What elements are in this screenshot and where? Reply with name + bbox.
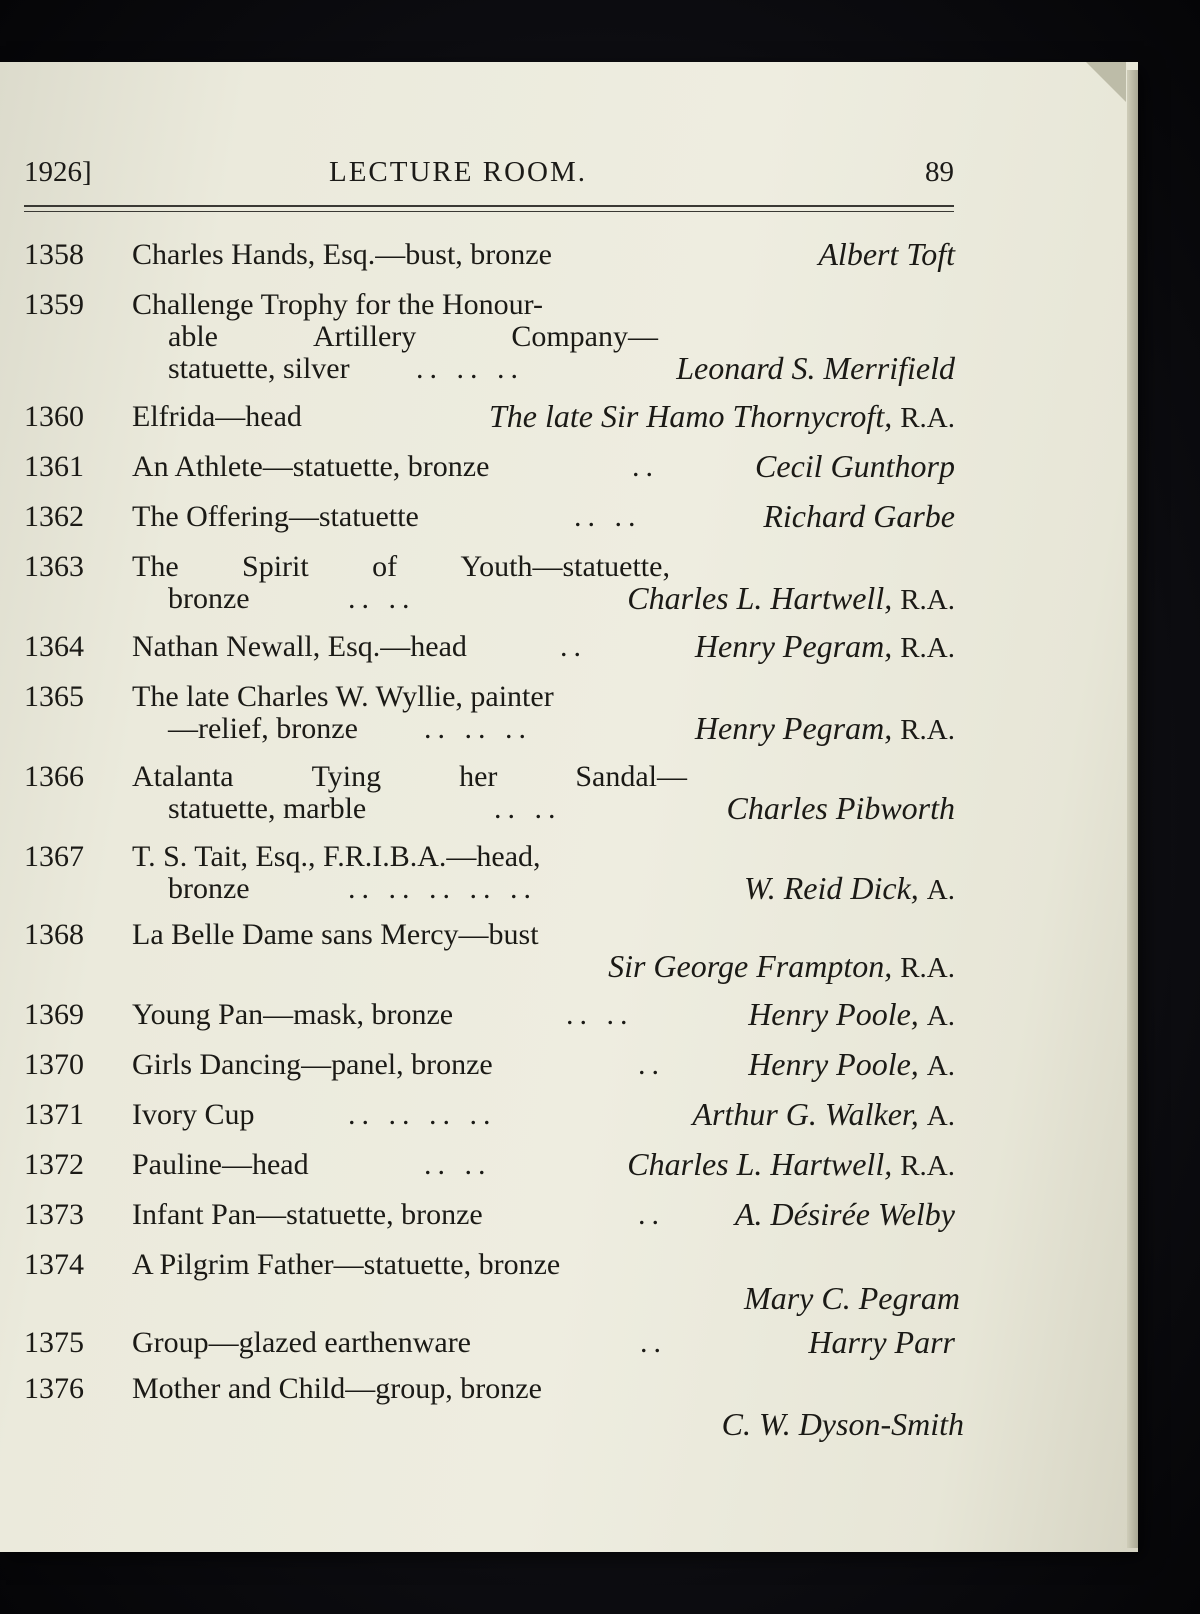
leader-dots: .. — [640, 1326, 667, 1359]
entry-number: 1365 — [24, 680, 84, 713]
entry-artist: Henry Poole, A. — [748, 1046, 955, 1082]
entry-number: 1369 — [24, 998, 84, 1031]
entry-number: 1368 — [24, 918, 84, 951]
entry-number: 1376 — [24, 1372, 84, 1405]
word: of — [372, 550, 398, 583]
entry-description: Elfrida—head — [132, 400, 302, 433]
leader-dots: .. .. .. — [424, 712, 532, 745]
entry-number: 1371 — [24, 1098, 84, 1131]
leader-dots: .. — [638, 1048, 665, 1081]
header-rule — [24, 205, 954, 207]
entry-description: T. S. Tait, Esq., F.R.I.B.A.—head, — [132, 840, 541, 873]
entry-number: 1360 — [24, 400, 84, 433]
entry-description: An Athlete—statuette, bronze — [132, 450, 490, 483]
word: Artillery — [312, 320, 417, 353]
entry-artist: Charles L. Hartwell, R.A. — [627, 1146, 955, 1182]
entry-number: 1363 — [24, 550, 84, 583]
entry-description: Pauline—head — [132, 1148, 309, 1181]
header-rule-thin — [24, 211, 954, 212]
entry-description: Challenge Trophy for the Honour- — [132, 288, 544, 321]
entry-description: Group—glazed earthenware — [132, 1326, 471, 1359]
page-corner-fold — [1086, 62, 1126, 102]
entry-description: bronze — [168, 582, 250, 615]
entry-artist: Henry Pegram, R.A. — [694, 710, 955, 746]
word: Tying — [311, 760, 382, 793]
entry-number: 1359 — [24, 288, 84, 321]
entry-description: statuette, silver — [168, 352, 350, 385]
entry-artist: Cecil Gunthorp — [755, 448, 955, 484]
entry-description: Charles Hands, Esq.—bust, bronze — [132, 238, 552, 271]
leader-dots: .. .. .. .. .. — [348, 872, 537, 905]
entry-artist: Richard Garbe — [763, 498, 955, 534]
word: her — [459, 760, 498, 793]
leader-dots: .. .. — [574, 500, 642, 533]
entry-artist: Henry Pegram, R.A. — [694, 628, 955, 664]
leader-dots: .. .. — [566, 998, 634, 1031]
entry-number: 1362 — [24, 500, 84, 533]
entry-description: Mother and Child—group, bronze — [132, 1372, 542, 1405]
running-head-year: 1926] — [24, 156, 92, 188]
entry-description: Ivory Cup — [132, 1098, 255, 1131]
page-number: 89 — [925, 156, 954, 188]
entry-number: 1358 — [24, 238, 84, 271]
entry-number: 1375 — [24, 1326, 84, 1359]
running-head — [24, 156, 954, 192]
entry-artist: Harry Parr — [808, 1324, 955, 1360]
entry-number: 1374 — [24, 1248, 84, 1281]
entry-description: The Offering—statuette — [132, 500, 419, 533]
entry-artist: C. W. Dyson-Smith — [721, 1406, 964, 1442]
entry-description: Young Pan—mask, bronze — [132, 998, 454, 1031]
leader-dots: .. .. — [348, 582, 416, 615]
entry-number: 1370 — [24, 1048, 84, 1081]
leader-dots: .. .. — [424, 1148, 492, 1181]
entry-description-justified — [132, 550, 670, 584]
word: Atalanta — [132, 760, 234, 793]
entry-description: Nathan Newall, Esq.—head — [132, 630, 467, 663]
entry-number: 1361 — [24, 450, 84, 483]
entry-number: 1364 — [24, 630, 84, 663]
word: Youth—statuette, — [460, 550, 670, 583]
leader-dots: .. — [638, 1198, 665, 1231]
leader-dots: .. .. .. — [416, 352, 524, 385]
entry-artist: Charles L. Hartwell, R.A. — [627, 580, 955, 616]
entry-description: A Pilgrim Father—statuette, bronze — [132, 1248, 561, 1281]
word: able — [168, 320, 218, 353]
leader-dots: .. .. — [494, 792, 562, 825]
entry-number: 1373 — [24, 1198, 84, 1231]
entry-description: Infant Pan—statuette, bronze — [132, 1198, 483, 1231]
entry-number: 1372 — [24, 1148, 84, 1181]
entry-description: bronze — [168, 872, 250, 905]
leader-dots: .. — [632, 450, 659, 483]
entry-description: —relief, bronze — [168, 712, 358, 745]
entry-artist: The late Sir Hamo Thornycroft, R.A. — [488, 398, 955, 434]
entry-artist: Sir George Frampton, R.A. — [608, 948, 955, 984]
word: Sandal— — [575, 760, 687, 793]
word: Spirit — [242, 550, 309, 583]
word: The — [132, 550, 179, 583]
running-head-title: LECTURE ROOM. — [329, 156, 587, 188]
entry-artist: Henry Poole, A. — [748, 996, 955, 1032]
entry-artist: Arthur G. Walker, A. — [692, 1096, 955, 1132]
entry-description-justified — [132, 760, 687, 794]
entry-number: 1367 — [24, 840, 84, 873]
page-edge — [1127, 70, 1138, 1548]
entry-artist: W. Reid Dick, A. — [744, 870, 955, 906]
leader-dots: .. .. .. .. — [348, 1098, 497, 1131]
entry-description: Girls Dancing—panel, bronze — [132, 1048, 493, 1081]
entry-artist: A. Désirée Welby — [734, 1196, 955, 1232]
entry-description: statuette, marble — [168, 792, 367, 825]
word: Company— — [511, 320, 658, 353]
entry-artist: Charles Pibworth — [726, 790, 955, 826]
leader-dots: .. — [560, 630, 587, 663]
entry-artist: Mary C. Pegram — [744, 1280, 960, 1316]
entry-number: 1366 — [24, 760, 84, 793]
entry-artist: Albert Toft — [818, 236, 955, 272]
entry-description-justified — [168, 320, 658, 354]
entry-description: The late Charles W. Wyllie, painter — [132, 680, 554, 713]
entry-description: La Belle Dame sans Mercy—bust — [132, 918, 539, 951]
entry-artist: Leonard S. Merrifield — [676, 350, 955, 386]
